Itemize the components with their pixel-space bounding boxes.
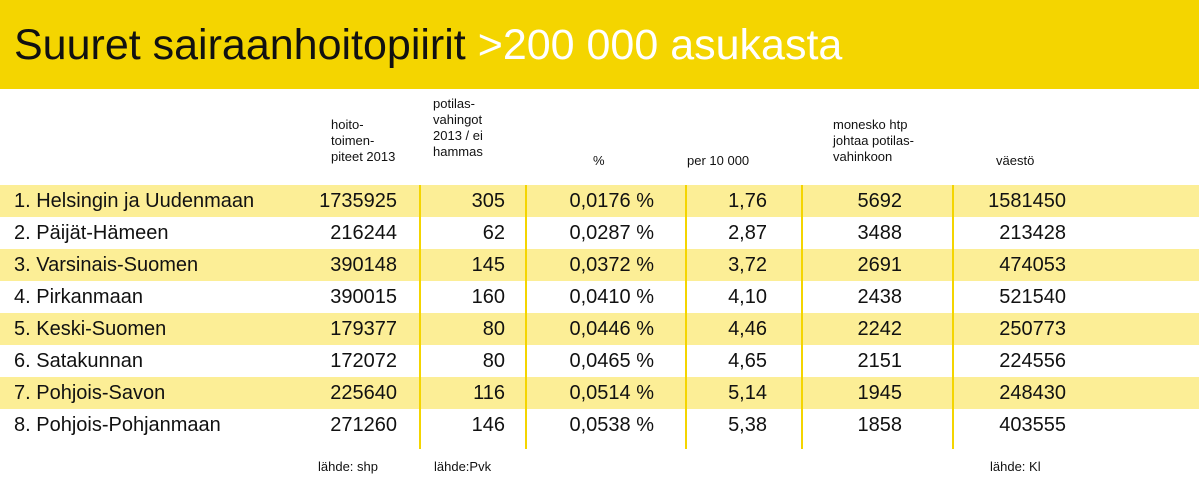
row-label: 6. Satakunnan [14,350,143,372]
table-cell: 248430 [999,382,1066,404]
column-header: % [593,153,605,168]
row-label: 3. Varsinais-Suomen [14,254,199,276]
table-cell: 4,65 [728,350,767,372]
table-cell: 216244 [330,222,397,244]
column-header: monesko htp johtaa potilas- vahinkoon [833,117,914,164]
title-part2: >200 000 asukasta [477,21,843,69]
column-header: hoito- toimen- piteet 2013 [331,117,396,164]
table-cell: 0,0514 % [569,382,654,404]
table-cell: 0,0446 % [569,318,654,340]
table-cell: 213428 [999,222,1066,244]
table-cell: 1735925 [319,190,397,212]
row-label: 8. Pohjois-Pohjanmaan [14,414,221,436]
column-divider [685,185,687,449]
column-divider [525,185,527,449]
table-cell: 4,10 [728,286,767,308]
table-cell: 305 [471,190,505,212]
table-cell: 0,0372 % [569,254,654,276]
row-label: 5. Keski-Suomen [14,318,167,340]
table-row [0,281,1199,313]
row-label: 7. Pohjois-Savon [14,382,166,404]
table-cell: 116 [473,382,505,404]
table-cell: 390015 [330,286,397,308]
source-note: lähde:Pvk [434,459,492,474]
table-cell: 2438 [857,286,902,308]
column-header: per 10 000 [687,153,750,168]
table-cell: 1858 [857,414,902,436]
column-divider [952,185,954,449]
table-cell: 1945 [857,382,902,404]
title-banner [0,0,1199,89]
table-cell: 2,87 [728,222,767,244]
table-cell: 474053 [999,254,1066,276]
table-cell: 172072 [330,350,397,372]
source-note: lähde: shp [318,459,378,474]
column-divider [801,185,803,449]
table-cell: 4,46 [728,318,767,340]
table-cell: 62 [482,222,505,244]
title-part1: Suuret sairaanhoitopiirit [14,21,466,69]
table-cell: 160 [471,286,505,308]
table-cell: 3488 [857,222,902,244]
column-header: potilas- vahingot 2013 / ei hammas [433,96,483,159]
table-row [0,313,1199,345]
table-cell: 179377 [330,318,397,340]
table-cell: 0,0465 % [569,350,654,372]
table-cell: 1581450 [988,190,1066,212]
table-row [0,409,1199,441]
table-cell: 2151 [857,350,902,372]
table-cell: 5,14 [728,382,767,404]
table-row [0,217,1199,249]
table-row [0,185,1199,217]
table-row [0,377,1199,409]
table-cell: 0,0176 % [569,190,654,212]
table-cell: 250773 [999,318,1066,340]
table-cell: 0,0410 % [569,286,654,308]
table-cell: 5692 [857,190,902,212]
table-cell: 5,38 [728,414,767,436]
table-row [0,249,1199,281]
table-cell: 2242 [857,318,902,340]
page-title [14,18,842,72]
table-cell: 2691 [857,254,902,276]
table-cell: 403555 [999,414,1066,436]
column-header: väestö [996,153,1035,168]
row-label: 2. Päijät-Hämeen [14,222,169,244]
table-cell: 271260 [330,414,397,436]
table-cell: 0,0538 % [569,414,654,436]
table-row [0,345,1199,377]
table-cell: 3,72 [728,254,767,276]
row-label: 1. Helsingin ja Uudenmaan [14,190,255,212]
table-cell: 1,76 [728,190,767,212]
source-note: lähde: Kl [990,459,1041,474]
table-cell: 521540 [999,286,1066,308]
row-label: 4. Pirkanmaan [14,286,143,308]
table-cell: 0,0287 % [569,222,654,244]
table-cell: 145 [471,254,505,276]
table-cell: 224556 [999,350,1066,372]
table-cell: 80 [482,350,505,372]
table-cell: 80 [482,318,505,340]
table-cell: 390148 [330,254,397,276]
table-cell: 146 [471,414,505,436]
column-divider [419,185,421,449]
table-cell: 225640 [330,382,397,404]
